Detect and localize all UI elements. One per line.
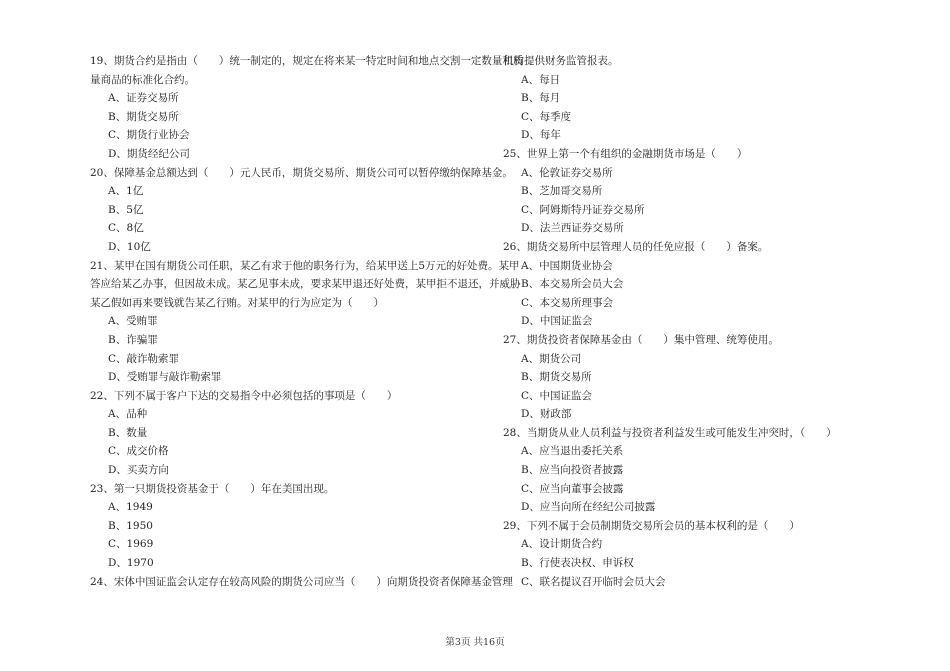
answer-option: A、1949 [108,501,153,514]
answer-option: A、设计期货合约 [521,538,603,551]
question-text: 27、期货投资者保障基金由（ ）集中管理、统筹使用。 [503,333,779,346]
answer-option: D、买卖方向 [108,464,169,477]
answer-option: D、财政部 [521,408,572,421]
answer-option: B、应当向投资者披露 [521,464,624,477]
answer-option: D、10亿 [108,240,151,253]
page-number: 第3页 共16页 [445,637,505,648]
question-text: 19、期货合约是指由（ ）统一制定的，规定在将来某一特定时间和地点交割一定数量和质 [90,55,524,67]
right-column [503,52,903,591]
answer-option: D、1970 [108,557,154,570]
answer-option: B、1950 [108,519,153,532]
question-text: 23、第一只期货投资基金于（ ）年在美国出现。 [90,482,335,495]
answer-option: C、成交价格 [108,445,169,458]
question-text: 28、当期货从业人员利益与投资者利益发生或可能发生冲突时，（ ） [503,426,837,439]
answer-option: C、应当向董事会披露 [521,482,624,495]
answer-option: B、期货交易所 [108,110,179,123]
answer-option: C、联名提议召开临时会员大会 [521,575,666,588]
question-text: 答应给某乙办事，但因故未成。某乙见事未成，要求某甲退还好处费，某甲拒不退还，并威胁 [90,278,521,291]
answer-option: D、应当向所在经纪公司披露 [521,501,656,514]
answer-option: B、芝加哥交易所 [521,185,603,198]
question-text: 24、宋体中国证监会认定存在较高风险的期货公司应当（ ）向期货投资者保障基金管理 [90,575,513,588]
answer-option: D、中国证监会 [521,315,593,328]
answer-option: D、期货经纪公司 [108,147,190,160]
answer-option: A、应当退出委托关系 [521,445,624,458]
question-text: 机构提供财务监管报表。 [503,55,619,67]
answer-option: C、中国证监会 [521,389,593,402]
answer-option: B、行使表决权、申诉权 [521,557,634,570]
answer-option: C、每季度 [521,110,572,123]
answer-option: C、期货行业协会 [108,129,190,142]
answer-option: C、8亿 [108,222,144,235]
answer-option: A、每日 [521,73,561,86]
left-column [90,52,524,591]
question-text: 26、期货交易所中层管理人员的任免应报（ ）备案。 [503,240,769,253]
answer-option: C、1969 [108,538,154,551]
answer-option: B、诈骗罪 [108,333,158,346]
answer-option: B、数量 [108,426,148,439]
answer-option: B、5亿 [108,203,144,216]
answer-option: A、受贿罪 [108,315,158,328]
answer-option: B、期货交易所 [521,371,592,384]
answer-option: D、法兰西证券交易所 [521,222,624,235]
question-text: 22、下列不属于客户下达的交易指令中必须包括的事项是（ ） [90,389,398,402]
question-text: 25、世界上第一个有组织的金融期货市场是（ ） [503,147,748,160]
question-text: 21、某甲在国有期货公司任职，某乙有求于他的职务行为，给某甲送上5万元的好处费。某甲 [90,259,520,272]
answer-option: A、品种 [108,408,148,421]
answer-option: A、1亿 [108,185,144,198]
answer-option: C、敲诈勒索罪 [108,352,180,365]
answer-option: B、每月 [521,92,561,105]
answer-option: B、本交易所会员大会 [521,278,624,291]
answer-option: A、伦敦证券交易所 [521,166,613,179]
answer-option: A、中国期货业协会 [521,259,613,272]
answer-option: D、受贿罪与敲诈勒索罪 [108,371,222,384]
answer-option: D、每年 [521,129,561,142]
answer-option: C、本交易所理事会 [521,296,614,309]
question-text: 某乙假如再来要钱就告某乙行贿。对某甲的行为应定为（ ） [90,296,384,309]
question-text: 20、保障基金总额达到（ ）元人民币，期货交易所、期货公司可以暂停缴纳保障基金。 [90,166,513,179]
answer-option: A、期货公司 [521,352,582,365]
question-text: 29、下列不属于会员制期货交易所会员的基本权利的是（ ） [503,519,800,532]
answer-option: A、证券交易所 [108,92,179,105]
answer-option: C、阿姆斯特丹证券交易所 [521,203,645,216]
question-text: 量商品的标准化合约。 [90,73,195,86]
